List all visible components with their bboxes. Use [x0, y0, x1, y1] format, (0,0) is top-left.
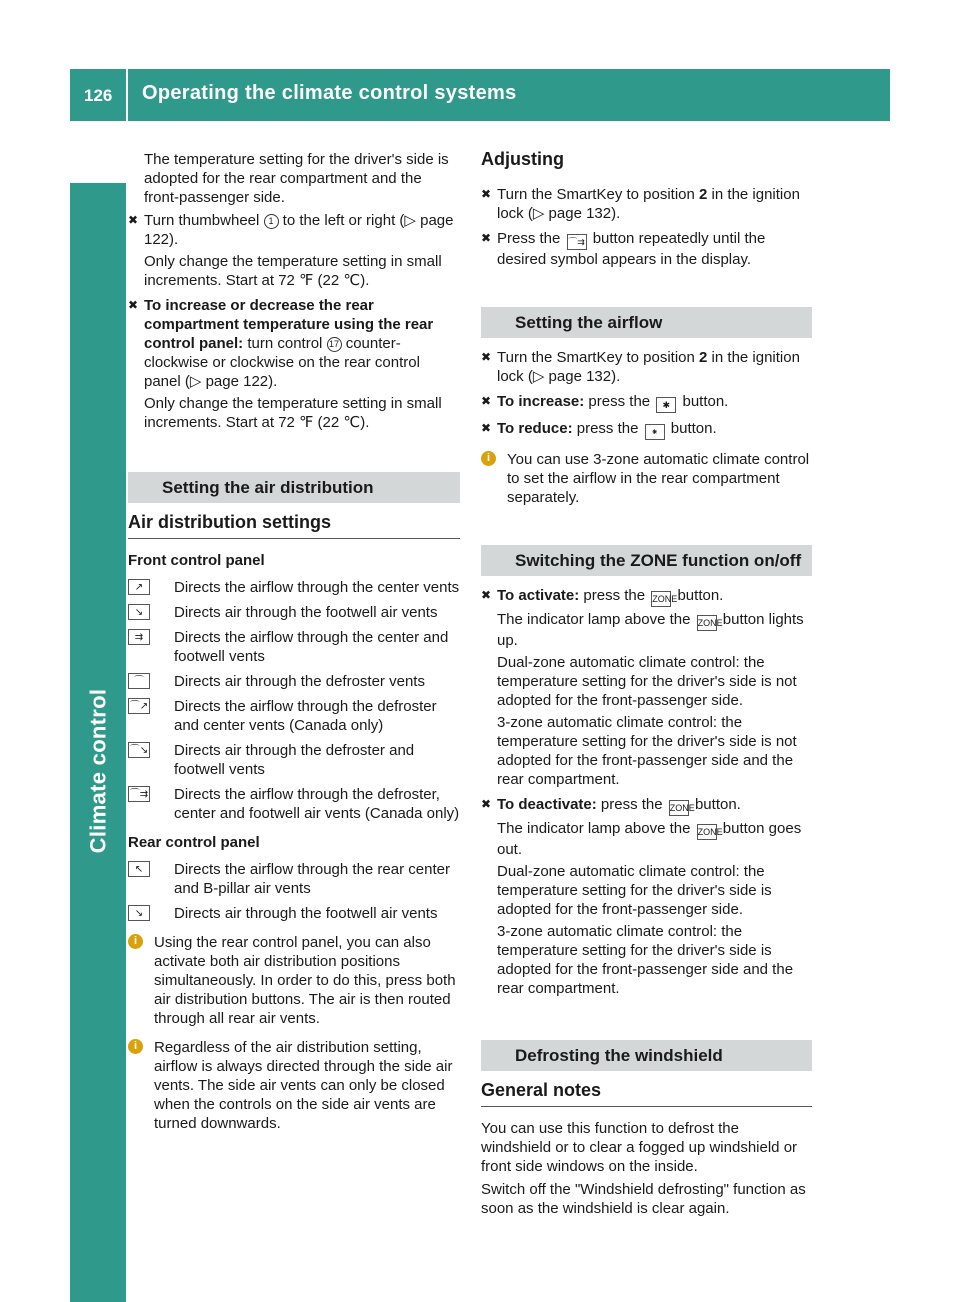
vent-center-footwell-icon: ⇉ — [128, 629, 150, 645]
symbol-description: Directs air through the footwell air vents — [174, 604, 438, 621]
symbol-row — [128, 860, 460, 898]
info-icon: i — [128, 1039, 143, 1054]
step-arrow-icon: ✖ — [481, 421, 492, 435]
step-press-button: ✖ Press the ⌒⇉ button repeatedly until the desired symbol appears in the display. — [481, 230, 766, 268]
rear-footwell-icon: ↘ — [128, 905, 150, 921]
step-text: Turn thumbwheel 1 to the left or right (▷ page 122). — [144, 212, 454, 248]
page-header — [70, 69, 890, 121]
step-arrow-icon: ✖ — [481, 394, 492, 408]
symbol-description: Directs the airflow through the defroster, center and footwell air vents (Canada only) — [174, 786, 460, 822]
zone-button-icon: ZONE — [651, 591, 671, 607]
rear-center-pillar-icon: ↖ — [128, 861, 150, 877]
info-note: i Using the rear control panel, you can also activate both air distribution positions simultaneously. In order to do this, press both air distribution buttons. The air is then routed through all rear air vents. — [128, 933, 460, 1028]
step-reduce: ✖ To reduce: press the ⁕ button. — [481, 419, 812, 440]
front-symbol-list — [128, 578, 460, 823]
symbol-description: Directs the airflow through the defroster and center vents (Canada only) — [174, 698, 437, 734]
defroster-icon: ⌒ — [128, 673, 150, 689]
sidebar-gap — [70, 121, 126, 183]
vent-center-icon: ↗ — [128, 579, 150, 595]
symbol-row — [128, 672, 460, 691]
step-arrow-icon: ✖ — [481, 797, 492, 811]
step-increase: ✖ To increase: press the ✱ button. — [481, 392, 812, 413]
step-note: Only change the temperature setting in small increments. Start at 72 ℉ (22 ℃). — [144, 253, 442, 289]
symbol-row — [128, 628, 460, 666]
step-arrow-icon: ✖ — [481, 588, 492, 602]
page-title: Operating the climate control systems — [142, 82, 517, 104]
section-heading-air-distribution: Setting the air distribution — [128, 472, 460, 503]
right-column — [481, 150, 812, 1222]
symbol-row — [128, 578, 460, 597]
zone-button-icon: ZONE — [697, 824, 717, 840]
header-divider — [126, 69, 128, 121]
body-text: Switch off the "Windshield defrosting" function as soon as the windshield is clear again. — [481, 1181, 806, 1217]
zone-button-icon: ZONE — [697, 615, 717, 631]
symbol-row — [128, 697, 460, 735]
step-smartkey: ✖ Turn the SmartKey to position 2 in the ignition lock (▷ page 132). — [481, 349, 800, 385]
defroster-center-icon: ⌒↗ — [128, 698, 150, 714]
zone-button-icon: ZONE — [669, 800, 689, 816]
section-heading-zone: Switching the ZONE function on/off — [481, 545, 812, 576]
info-note: i Regardless of the air distribution setting, airflow is always directed through the side air vents. The side air vents can only be closed when the controls on the side air vents are turned downwards. — [128, 1038, 460, 1133]
defroster-center-footwell-icon: ⌒⇉ — [128, 786, 150, 802]
left-column — [128, 150, 460, 1139]
section-heading-airflow: Setting the airflow — [481, 307, 812, 338]
symbol-description: Directs air through the defroster and footwell vents — [174, 742, 415, 778]
step-arrow-icon: ✖ — [481, 231, 492, 245]
step-text: To increase or decrease the rear compartment temperature using the rear control panel: turn control 17 counter-clockwise or clockwise on the rear control panel (▷ page 122). — [144, 297, 434, 390]
info-note: i You can use 3-zone automatic climate control to set the airflow in the rear compartment separately. — [481, 450, 812, 507]
adjusting-heading: Adjusting — [481, 149, 564, 169]
subsection-heading: General notes — [481, 1081, 812, 1107]
symbol-description: Directs air through the defroster vents — [174, 673, 425, 690]
rear-symbol-list — [128, 860, 460, 923]
intro-text: The temperature setting for the driver's side is adopted for the rear compartment and the front-passenger side. — [144, 151, 449, 206]
info-icon: i — [128, 934, 143, 949]
rear-panel-label: Rear control panel — [128, 834, 260, 851]
step-arrow-icon: ✖ — [128, 298, 139, 312]
step-arrow-icon: ✖ — [128, 213, 139, 227]
symbol-description: Directs the airflow through the rear center and B-pillar air vents — [174, 861, 450, 897]
vent-footwell-icon: ↘ — [128, 604, 150, 620]
subsection-heading: Air distribution settings — [128, 513, 460, 539]
fan-increase-icon: ✱ — [656, 397, 676, 413]
step-thumbwheel — [128, 211, 460, 290]
page-number: 126 — [84, 86, 113, 105]
body-text: You can use this function to defrost the windshield or to clear a fogged up windshield or front side windows on the inside. — [481, 1120, 798, 1175]
fan-reduce-icon: ⁕ — [645, 424, 665, 440]
air-distribution-button-icon: ⌒⇉ — [567, 234, 587, 250]
front-panel-label: Front control panel — [128, 552, 265, 569]
chapter-sidebar — [70, 121, 126, 1302]
chapter-label: Climate control — [85, 688, 111, 854]
step-deactivate-zone: ✖ To deactivate: press the ZONE button. The indicator lamp above the ZONE button goes out. Dual-zone automatic climate control: the temperature setting for the driver's side is adopted for the front-passenger side. 3-zone automatic climate control: the temperature setting for the driver's side is adopted for the front-passenger side and the rear compartment. — [481, 796, 802, 997]
step-activate-zone: ✖ To activate: press the ZONE button. The indicator lamp above the ZONE button lights up. Dual-zone automatic climate control: the temperature setting for the driver's side is not adopted for the front-passenger side. 3-zone automatic climate control: the temperature setting for the driver's side is not adopted for the front-passenger side and the rear compartment. — [481, 587, 804, 788]
symbol-row — [128, 785, 460, 823]
symbol-row — [128, 603, 460, 622]
ref-circle-icon: 17 — [327, 337, 342, 352]
info-icon: i — [481, 451, 496, 466]
ref-circle-icon: 1 — [264, 214, 279, 229]
defroster-footwell-icon: ⌒↘ — [128, 742, 150, 758]
symbol-row — [128, 741, 460, 779]
symbol-description: Directs the airflow through the center and footwell vents — [174, 629, 449, 665]
symbol-row — [128, 904, 460, 923]
section-heading-defrost: Defrosting the windshield — [481, 1040, 812, 1071]
symbol-description: Directs air through the footwell air vents — [174, 905, 438, 922]
step-note: Only change the temperature setting in small increments. Start at 72 ℉ (22 ℃). — [144, 395, 442, 431]
step-smartkey: ✖ Turn the SmartKey to position 2 in the ignition lock (▷ page 132). — [481, 186, 800, 222]
symbol-description: Directs the airflow through the center vents — [174, 579, 460, 596]
step-rear-temperature — [128, 296, 460, 432]
step-arrow-icon: ✖ — [481, 350, 492, 364]
step-arrow-icon: ✖ — [481, 187, 492, 201]
